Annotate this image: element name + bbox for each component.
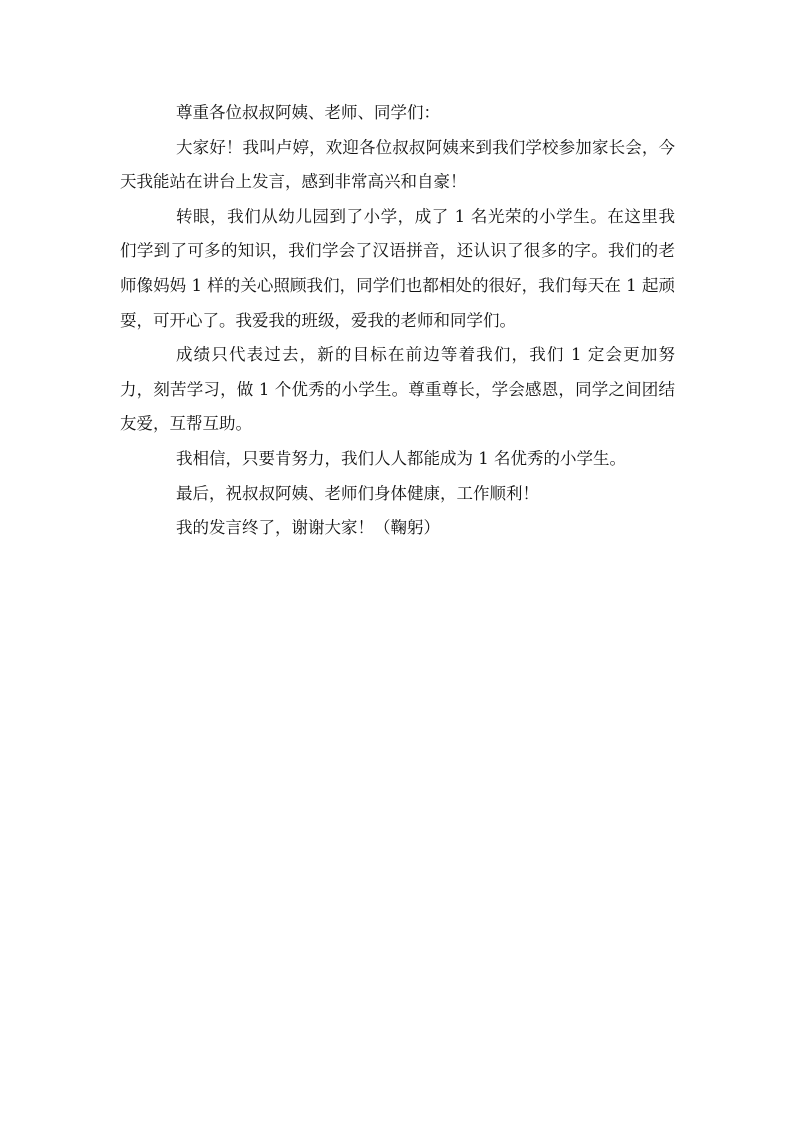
belief-paragraph: 我相信，只要肯努力，我们人人都能成为 1 名优秀的小学生。 — [176, 448, 626, 468]
closing-paragraph: 我的发言终了，谢谢大家！（鞠躬） — [176, 518, 440, 538]
wishes-paragraph: 最后，祝叔叔阿姨、老师们身体健康，工作顺利！ — [176, 483, 539, 503]
intro-paragraph: 大家好！我叫卢婷，欢迎各位叔叔阿姨来到我们学校参加家长会，今天我能站在讲台上发言，感到非常高兴和自豪！ — [120, 137, 675, 192]
goals-paragraph: 成绩只代表过去，新的目标在前边等着我们，我们 1 定会更加努力，刻苦学习，做 1 个优秀的小学生。尊重尊长，学会感恩，同学之间团结友爱，互帮互助。 — [120, 345, 675, 434]
school-life-paragraph: 转眼，我们从幼儿园到了小学，成了 1 名光荣的小学生。在这里我们学到了可多的知识，我们学会了汉语拼音，还认识了很多的字。我们的老师像妈妈 1 样的关心照顾我们，同学们也都相处的很好，我们每天在 1 起顽耍，可开心了。我爱我的班级，爱我的老师和同学们。 — [120, 206, 675, 330]
greeting-paragraph: 尊重各位叔叔阿姨、老师、同学们： — [176, 103, 440, 122]
speech-body — [120, 96, 675, 546]
